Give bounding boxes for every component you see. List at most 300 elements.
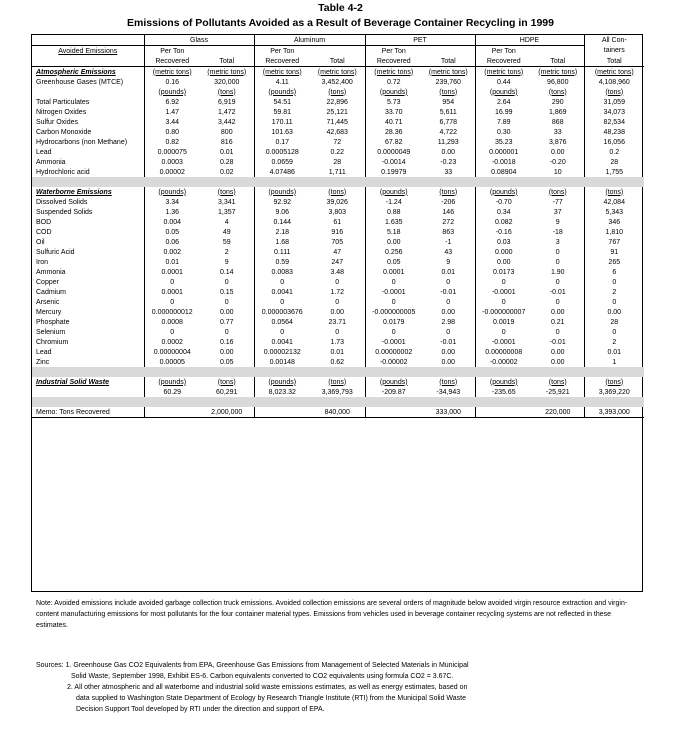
cell-value: 0.00 [441, 308, 456, 316]
row-label: Ammonia [36, 268, 66, 276]
unit-label: (metric tons) [538, 68, 578, 76]
cell-value: 0.0659 [254, 157, 310, 167]
cell-value: 16,056 [584, 137, 644, 147]
table-row [32, 77, 644, 87]
cell-value: 2.98 [441, 318, 456, 326]
emissions-table [32, 35, 644, 418]
cell-value: 0 [555, 258, 560, 266]
cell-value: 0.0008 [144, 317, 200, 327]
cell-value: 0.000 [475, 247, 532, 257]
cell-value: 1.47 [144, 107, 200, 117]
cell-value: 72 [333, 138, 342, 146]
cell-value: 0.0019 [475, 317, 532, 327]
cell-value: -0.0001 [475, 337, 532, 347]
cell-value: 0.22 [330, 148, 345, 156]
cell-value: 0 [144, 327, 200, 337]
cell-value: 60.29 [144, 387, 200, 397]
cell-value: 247 [331, 258, 344, 266]
cell-value: 33 [444, 168, 453, 176]
cell-value: 0.0001 [144, 267, 200, 277]
cell-value: 0.0041 [254, 337, 310, 347]
unit-label: (pounds) [475, 377, 532, 387]
atm-units-pounds-row [32, 87, 644, 97]
cell-value: 0.00 [550, 308, 565, 316]
table-row [32, 357, 644, 367]
cell-value: 0.01 [330, 348, 345, 356]
cell-value: 28 [584, 157, 644, 167]
cell-value: 7.89 [475, 117, 532, 127]
cell-value: -0.00002 [475, 357, 532, 367]
cell-value: 1.73 [330, 338, 345, 346]
unit-label: (tons) [439, 188, 458, 196]
row-label: Iron [36, 258, 49, 266]
cell-value: 9.06 [254, 207, 310, 217]
unit-label: (tons) [584, 377, 644, 387]
table-row [32, 197, 644, 207]
cell-value: 28 [584, 317, 644, 327]
cell-value: 320,000 [214, 78, 240, 86]
table-row [32, 167, 644, 177]
cell-value: 1.68 [254, 237, 310, 247]
cell-value: 71,445 [326, 118, 348, 126]
cell-value: 0.144 [254, 217, 310, 227]
cell-value: 3,341 [217, 198, 236, 206]
cell-value: 0.0083 [254, 267, 310, 277]
row-label: Total Particulates [36, 98, 90, 106]
cell-value: 5,611 [439, 108, 457, 116]
row-label: Hydrocarbons (non Methane) [36, 138, 128, 146]
cell-value: 0.0041 [254, 287, 310, 297]
unit-label: (tons) [548, 378, 567, 386]
unit-label: (tons) [217, 88, 236, 96]
row-label: Carbon Monoxide [36, 128, 92, 136]
cell-value: 272 [442, 218, 455, 226]
cell-value: 1.90 [550, 268, 565, 276]
cell-value: 0 [254, 297, 310, 307]
atm-units-metric-row [32, 67, 644, 78]
cell-value: 0.0002 [144, 337, 200, 347]
cell-value: 0 [335, 328, 340, 336]
unit-label: (metric tons) [365, 67, 422, 78]
row-label: Phosphate [36, 318, 70, 326]
cell-value: 31,059 [584, 97, 644, 107]
cell-value: -0.01 [549, 288, 566, 296]
table-row [32, 107, 644, 117]
cell-value: 1.36 [144, 207, 200, 217]
cell-value: 4.11 [254, 77, 310, 87]
cell-value: 16.99 [475, 107, 532, 117]
cell-value: 0.00 [475, 257, 532, 267]
cell-value: 767 [584, 237, 644, 247]
solid-waste-values-row [32, 387, 644, 397]
cell-value: -0.70 [475, 197, 532, 207]
cell-value: 0.21 [550, 318, 565, 326]
cell-value: 2 [584, 337, 644, 347]
unit-label: (tons) [328, 188, 347, 196]
unit-label: (tons) [217, 188, 236, 196]
cell-value: 0.00002132 [254, 347, 310, 357]
cell-value: 0.77 [219, 318, 234, 326]
cell-value: -0.0001 [365, 337, 422, 347]
table-row [32, 297, 644, 307]
cell-value: -235.65 [475, 387, 532, 397]
table-row [32, 127, 644, 137]
unit-label: (pounds) [475, 87, 532, 97]
unit-label: (metric tons) [317, 68, 357, 76]
table-row [32, 137, 644, 147]
cell-value: 2.18 [254, 227, 310, 237]
cell-value: 863 [442, 228, 455, 236]
cell-value: 10 [553, 168, 562, 176]
unit-label: (tons) [548, 88, 567, 96]
cell-value: 35.23 [475, 137, 532, 147]
cell-value: 40.71 [365, 117, 422, 127]
cell-value: 0.00 [550, 348, 565, 356]
table-note: Note: Avoided emissions include avoided garbage collection truck emissions. Avoided collection emissions are several orders of magnitude below avoided virgin resource extraction and virgin-content manufacturing emissions for most pollutants for the four container material types. Emissions from vehicles used in beverage container recycling systems are not reflected in these estimates. [36, 600, 628, 629]
table-row [32, 157, 644, 167]
cell-value: 2 [224, 248, 229, 256]
atmospheric-section [32, 67, 644, 178]
cell-value: 43 [444, 248, 453, 256]
header-aluminum: Aluminum [254, 35, 365, 46]
unit-label: (pounds) [365, 87, 422, 97]
cell-value: 0.08904 [475, 167, 532, 177]
cell-value: 33 [553, 128, 562, 136]
cell-value: 59.81 [254, 107, 310, 117]
cell-value: 6,919 [217, 98, 236, 106]
cell-value: 0.62 [330, 358, 345, 366]
cell-value: -0.0018 [475, 157, 532, 167]
unit-label: (pounds) [475, 187, 532, 197]
cell-value: 0.082 [475, 217, 532, 227]
cell-value: 39,026 [326, 198, 348, 206]
table-row [32, 267, 644, 277]
cell-value: 0.59 [254, 257, 310, 267]
cell-value: 0.2 [584, 147, 644, 157]
cell-value: 0 [144, 297, 200, 307]
cell-value: 0 [555, 298, 560, 306]
cell-value: 5,343 [584, 207, 644, 217]
table-row [32, 97, 644, 107]
header-glass: Glass [144, 35, 254, 46]
memo-label: Memo: Tons Recovered [32, 407, 144, 418]
cell-value: 0 [224, 278, 229, 286]
cell-value: 0 [475, 327, 532, 337]
cell-value: 4.07486 [254, 167, 310, 177]
source-line-4: data supplied to Washington State Department of Ecology by Research Triangle Institute (RTI) from the Municipal Solid Waste [76, 695, 466, 702]
cell-value: 0.0564 [254, 317, 310, 327]
cell-value: 0.02 [219, 168, 234, 176]
cell-value: 0.01 [441, 268, 456, 276]
cell-value: 0.01 [144, 257, 200, 267]
cell-value: 0.82 [144, 137, 200, 147]
cell-value: 0.00 [219, 308, 234, 316]
cell-value: -0.23 [440, 158, 457, 166]
row-label: Chromium [36, 338, 69, 346]
table-row [32, 317, 644, 327]
cell-value: 0.00005 [144, 357, 200, 367]
cell-value: 0.000001 [475, 147, 532, 157]
unit-label: (tons) [548, 188, 567, 196]
table-row [32, 237, 644, 247]
unit-label: (metric tons) [475, 67, 532, 78]
cell-value: 0.00 [330, 308, 345, 316]
cell-value: 48,238 [584, 127, 644, 137]
cell-value: 0.05 [365, 257, 422, 267]
cell-value: 0.05 [219, 358, 234, 366]
row-label: Greenhouse Gases (MTCE) [36, 78, 124, 86]
cell-value: 4 [224, 218, 229, 226]
cell-value: 0.00 [219, 348, 234, 356]
cell-value: 23.71 [328, 318, 347, 326]
cell-value: 0 [335, 298, 340, 306]
cell-value: -209.87 [365, 387, 422, 397]
row-label: Zinc [36, 358, 50, 366]
cell-value: -34,943 [436, 388, 461, 396]
cell-value: -1.24 [365, 197, 422, 207]
section-gap [32, 397, 644, 407]
cell-value: 0.00 [550, 148, 565, 156]
row-label: Nitrogen Oxides [36, 108, 87, 116]
header-pet: PET [365, 35, 475, 46]
cell-value: 0.17 [254, 137, 310, 147]
unit-label: (metric tons) [584, 67, 644, 78]
cell-value: 0 [584, 327, 644, 337]
cell-value: 33.70 [365, 107, 422, 117]
memo-row: Memo: Tons Recovered 2,000,000 840,000 333,000 220,000 3,393,000 [32, 407, 644, 418]
cell-value: 0.002 [144, 247, 200, 257]
cell-value: 28.36 [365, 127, 422, 137]
cell-value: 9 [446, 258, 451, 266]
cell-value: 0.00002 [144, 167, 200, 177]
cell-value: 47 [333, 248, 342, 256]
cell-value: 0.00000002 [365, 347, 422, 357]
unit-label: (metric tons) [207, 68, 247, 76]
row-label: Arsenic [36, 298, 60, 306]
row-label: Copper [36, 278, 59, 286]
cell-value: 28 [333, 158, 342, 166]
cell-value: 0 [555, 248, 560, 256]
cell-value: 239,760 [435, 78, 461, 86]
cell-value: 3,803 [328, 208, 347, 216]
cell-value: -1 [445, 238, 452, 246]
section-title: Atmospheric Emissions [36, 68, 116, 76]
header-row-2: Avoided Emissions Per Ton Per Ton Per Ton Per Ton tainers [32, 46, 644, 57]
cell-value: 6.92 [144, 97, 200, 107]
cell-value: 290 [551, 98, 564, 106]
cell-value: 0.0001 [365, 267, 422, 277]
cell-value: 0 [584, 297, 644, 307]
source-line-5: Decision Support Tool developed by RTI under the direction and support of EPA. [76, 706, 325, 713]
cell-value: 3,442 [217, 118, 236, 126]
table-row [32, 347, 644, 357]
cell-value: 0.00 [441, 348, 456, 356]
cell-value: 0.15 [219, 288, 234, 296]
cell-value: -0.01 [440, 288, 457, 296]
cell-value: 11,293 [437, 138, 459, 146]
row-label: Sulfur Oxides [36, 118, 79, 126]
cell-value: 0 [555, 278, 560, 286]
row-label: Dissolved Solids [36, 198, 88, 206]
row-label: Oil [36, 238, 45, 246]
cell-value: 0 [224, 328, 229, 336]
cell-value: 0 [144, 277, 200, 287]
cell-value: 0.14 [219, 268, 234, 276]
cell-value: 101.63 [254, 127, 310, 137]
cell-value: 1,755 [584, 167, 644, 177]
cell-value: 82,534 [584, 117, 644, 127]
row-label: BOD [36, 218, 52, 226]
row-label: Lead [36, 348, 52, 356]
cell-value: 705 [331, 238, 344, 246]
cell-value: -0.00002 [365, 357, 422, 367]
cell-value: 0 [584, 277, 644, 287]
unit-label: (tons) [439, 88, 458, 96]
cell-value: -0.0001 [365, 287, 422, 297]
row-label: Cadmium [36, 288, 66, 296]
unit-label: (pounds) [144, 87, 200, 97]
table-row [32, 247, 644, 257]
cell-value: 265 [584, 257, 644, 267]
row-label: Ammonia [36, 158, 66, 166]
table-row [32, 117, 644, 127]
cell-value: 0.16 [219, 338, 234, 346]
cell-value: 0.01 [584, 347, 644, 357]
table-row [32, 207, 644, 217]
table-row [32, 327, 644, 337]
unit-label: (metric tons) [254, 67, 310, 78]
cell-value: 0.0173 [475, 267, 532, 277]
unit-label: (tons) [584, 87, 644, 97]
cell-value: 0.00 [550, 358, 565, 366]
cell-value: 0.0005128 [254, 147, 310, 157]
cell-value: 0.03 [475, 237, 532, 247]
cell-value: 5.18 [365, 227, 422, 237]
header-row-groups [32, 35, 644, 46]
cell-value: 868 [551, 118, 564, 126]
section-title: Waterborne Emissions [36, 188, 112, 196]
cell-value: 6,778 [439, 118, 458, 126]
cell-value: 1,810 [584, 227, 644, 237]
cell-value: -0.000000005 [365, 307, 422, 317]
cell-value: 0 [224, 298, 229, 306]
cell-value: 9 [224, 258, 229, 266]
cell-value: 0 [365, 327, 422, 337]
solid-units-row [32, 377, 644, 387]
cell-value: 0.00148 [254, 357, 310, 367]
solid-waste-section [32, 377, 644, 397]
cell-value: 0 [446, 328, 451, 336]
cell-value: 0 [446, 298, 451, 306]
cell-value: 0 [475, 277, 532, 287]
unit-label: (pounds) [254, 87, 310, 97]
table-row [32, 257, 644, 267]
section-gap [32, 177, 644, 187]
row-label: Suspended Solids [36, 208, 93, 216]
cell-value: 0 [254, 277, 310, 287]
cell-value: 146 [442, 208, 455, 216]
cell-value: 0.80 [144, 127, 200, 137]
cell-value: 5.73 [365, 97, 422, 107]
table-row [32, 147, 644, 157]
cell-value: 1,357 [217, 208, 236, 216]
cell-value: -0.01 [440, 338, 457, 346]
cell-value: 1.635 [365, 217, 422, 227]
cell-value: 96,800 [547, 78, 569, 86]
cell-value: 67.82 [365, 137, 422, 147]
cell-value: 1.72 [330, 288, 345, 296]
cell-value: 2 [584, 287, 644, 297]
cell-value: 22,896 [326, 98, 348, 106]
row-label: Lead [36, 148, 52, 156]
table-row [32, 337, 644, 347]
cell-value: 0.00 [441, 358, 456, 366]
cell-value: 4,722 [439, 128, 458, 136]
cell-value: 60,291 [216, 388, 238, 396]
header-avoided-emissions: Avoided Emissions [58, 47, 118, 55]
cell-value: 0.0001 [144, 287, 200, 297]
unit-label: (tons) [328, 378, 347, 386]
cell-value: 0.88 [365, 207, 422, 217]
sources [36, 660, 636, 715]
cell-value: 0.01 [219, 148, 234, 156]
cell-value: 0 [475, 297, 532, 307]
header-hdpe: HDPE [475, 35, 584, 46]
source-line-2: Solid Waste, September 1998, Exhibit ES-6. Carbon equivalents converted to CO2 equivalents using formula CO2 = 3.67C. [71, 673, 454, 680]
header-row-3: Recovered Total Recovered Total Recovered Total Recovered Total Total [32, 56, 644, 67]
cell-value: 8,023.32 [254, 387, 310, 397]
cell-value: 0.00 [441, 148, 456, 156]
cell-value: 9 [555, 218, 560, 226]
cell-value: 1 [584, 357, 644, 367]
cell-value: -0.000000007 [475, 307, 532, 317]
cell-value: 37 [553, 208, 562, 216]
cell-value: 0.000000012 [144, 307, 200, 317]
cell-value: -0.16 [475, 227, 532, 237]
cell-value: 61 [333, 218, 342, 226]
cell-value: -77 [552, 198, 563, 206]
section-gap [32, 367, 644, 377]
header-all: All Con- [584, 35, 644, 46]
cell-value: 0.00 [584, 307, 644, 317]
cell-value: 49 [222, 228, 231, 236]
cell-value: 4,108,960 [584, 77, 644, 87]
cell-value: -25,921 [545, 388, 570, 396]
unit-label: (pounds) [254, 377, 310, 387]
cell-value: 3.44 [144, 117, 200, 127]
unit-label: (pounds) [254, 187, 310, 197]
cell-value: 3,876 [548, 138, 567, 146]
unit-label: (pounds) [365, 187, 422, 197]
cell-value: 0.111 [254, 247, 310, 257]
cell-value: 0.0000049 [365, 147, 422, 157]
table-title: Emissions of Pollutants Avoided as a Result of Beverage Container Recycling in 1999 [127, 17, 554, 29]
unit-label: (pounds) [365, 377, 422, 387]
cell-value: 0.00000008 [475, 347, 532, 357]
cell-value: 0.72 [365, 77, 422, 87]
row-label: Hydrochloric acid [36, 168, 90, 176]
row-label: Selenium [36, 328, 66, 336]
unit-label: (pounds) [144, 377, 200, 387]
emissions-table-frame [31, 34, 643, 592]
cell-value: 0 [365, 277, 422, 287]
cell-value: -0.0001 [475, 287, 532, 297]
cell-value: 0.0179 [365, 317, 422, 327]
cell-value: 3.34 [144, 197, 200, 207]
source-line-1: Sources: 1. Greenhouse Gas CO2 Equivalents from EPA, Greenhouse Gas Emissions from Management of Selected Materials in Municipal [36, 662, 469, 669]
source-line-3: 2. All other atmospheric and all waterborne and industrial solid waste emissions estimates, as well as energy estimates, based on [67, 684, 468, 691]
unit-label: (tons) [584, 187, 644, 197]
